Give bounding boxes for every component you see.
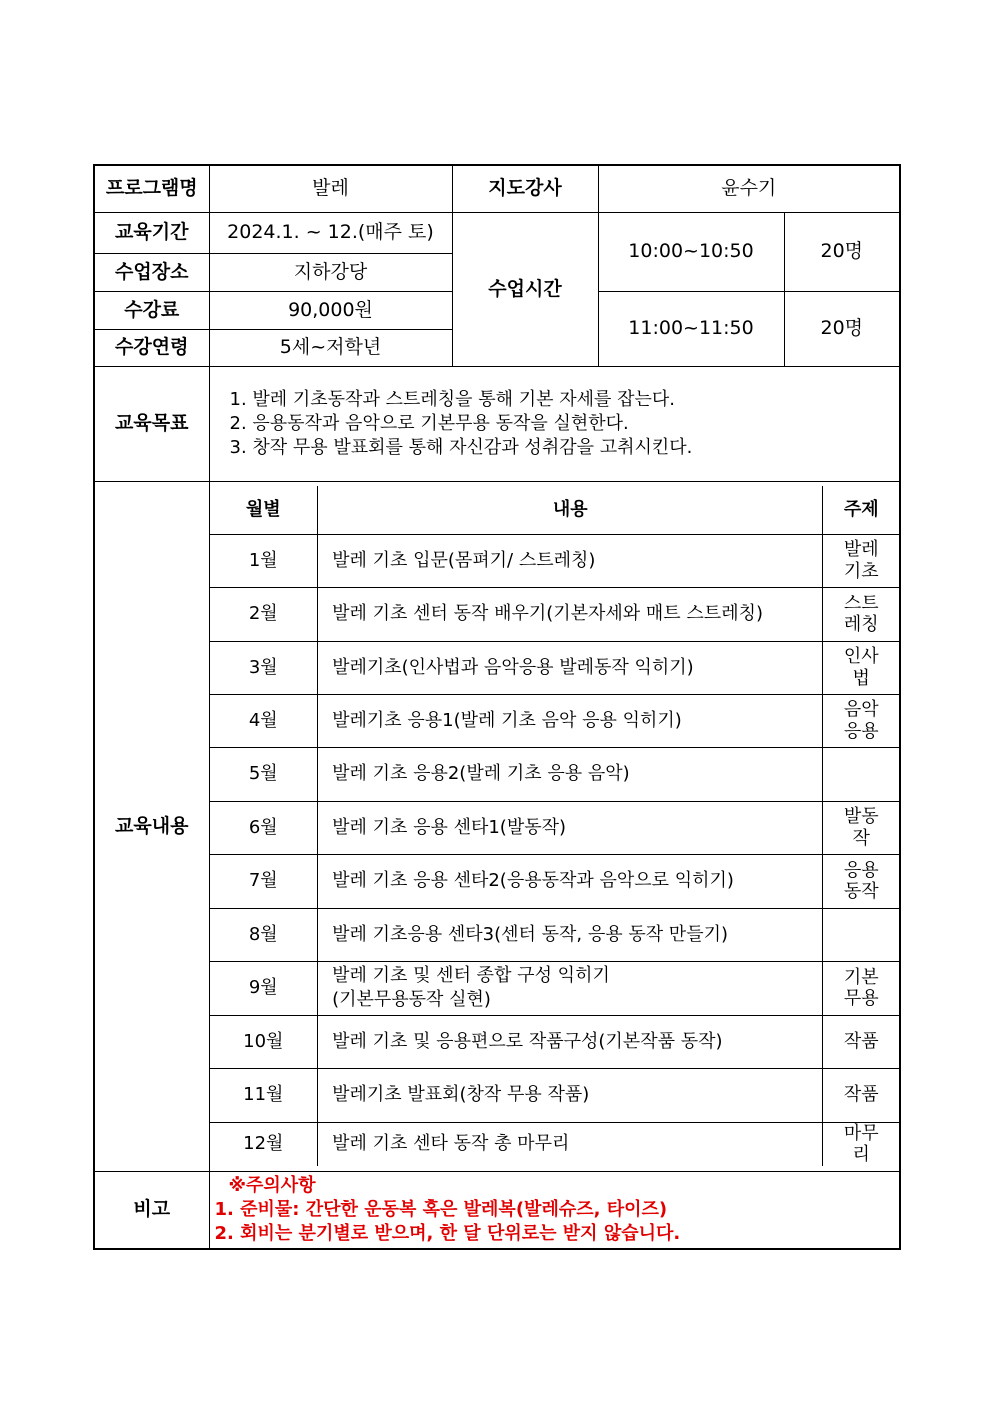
topic-line: 기초 [843,560,879,582]
content-cell: 발레기초 응용1(발레 기초 음악 응용 익히기) [318,694,823,747]
slot-2-time: 11:00~11:50 [598,291,784,366]
topic-cell [823,694,899,747]
remark-item: 1. 준비물: 간단한 운동복 혹은 발레복(발레슈즈, 타이즈) [214,1198,668,1220]
remarks-notes [209,1171,900,1249]
topic-line: 기본 [843,966,879,988]
month-cell: 2월 [210,587,318,641]
goal-item: 3. 창작 무용 발표회를 통해 자신감과 성취감을 고취시킨다. [229,436,693,458]
goals-list [209,366,900,481]
content-cell: 발레기초(인사법과 음악응용 발레동작 익히기) [318,641,823,694]
topic-line: 발동 [843,806,879,828]
class-time-label: 수업시간 [452,212,598,366]
topic-line: 스트 [843,592,879,614]
month-cell: 12월 [210,1122,318,1166]
slot-2-capacity: 20명 [784,291,900,366]
content-cell: 발레 기초 센터 동작 배우기(기본자세와 매트 스트레칭) [318,587,823,641]
age-value: 5세~저학년 [209,329,452,366]
fee-label: 수강료 [94,291,209,329]
program-name-value: 발레 [209,165,452,212]
topic-cell [823,587,899,641]
topic-line: 응용 [843,720,879,742]
content-cell: 발레 기초 응용 센타1(발동작) [318,801,823,854]
goal-item: 2. 응용동작과 음악으로 기본무용 동작을 실현한다. [229,412,629,434]
table-row [210,641,900,694]
topic-line: 마무 [843,1122,879,1144]
table-row [210,694,900,747]
content-cell: 발레 기초응용 센타3(센터 동작, 응용 동작 만들기) [318,908,823,961]
table-row [210,747,900,801]
topic-cell [823,801,899,854]
month-cell: 9월 [210,961,318,1015]
month-cell: 5월 [210,747,318,801]
location-value: 지하강당 [209,253,452,291]
location-label: 수업장소 [94,253,209,291]
topic-line: 법 [852,667,870,689]
month-header: 월별 [210,486,318,534]
topic-line: 레칭 [843,614,879,636]
month-cell: 4월 [210,694,318,747]
period-label: 교육기간 [94,212,209,253]
slot-1-time: 10:00~10:50 [598,212,784,291]
topic-cell [823,1122,899,1166]
month-cell: 11월 [210,1068,318,1122]
table-row [210,587,900,641]
remark-item: 2. 회비는 분기별로 받으며, 한 달 단위로는 받지 않습니다. [214,1222,681,1244]
content-cell: 발레 기초 응용2(발레 기초 응용 음악) [318,747,823,801]
table-row [210,961,900,1015]
month-cell: 1월 [210,534,318,587]
topic-line: 무용 [843,988,879,1010]
program-table [93,164,901,1250]
fee-value: 90,000원 [209,291,452,329]
table-row [210,1068,900,1122]
curriculum-cell [209,481,900,1171]
topic-line: 인사 [843,646,879,668]
table-row [210,1015,900,1068]
content-line: 발레 기초 및 센터 종합 구성 익히기 [332,965,610,987]
topic-cell [823,908,899,961]
remarks-title: ※주의사항 [228,1174,316,1196]
goal-item: 1. 발레 기초동작과 스트레칭을 통해 기본 자세를 잡는다. [229,388,675,410]
topic-cell [823,961,899,1015]
content-cell: 발레 기초 센타 동작 총 마무리 [318,1122,823,1166]
table-row [210,801,900,854]
table-row [210,1122,900,1166]
content-header: 내용 [318,486,823,534]
topic-cell [823,641,899,694]
curriculum-label: 교육내용 [94,481,209,1171]
program-name-label: 프로그램명 [94,165,209,212]
table-row [210,854,900,908]
content-cell: 발레기초 발표회(창작 무용 작품) [318,1068,823,1122]
topic-cell [823,534,899,587]
topic-line: 음악 [843,699,879,721]
content-cell: 발레 기초 및 응용편으로 작품구성(기본작품 동작) [318,1015,823,1068]
instructor-value: 윤수기 [598,165,900,212]
month-cell: 8월 [210,908,318,961]
topic-cell [823,747,899,801]
table-row [210,908,900,961]
topic-line: 응용 [843,859,879,881]
month-cell: 7월 [210,854,318,908]
month-cell: 10월 [210,1015,318,1068]
topic-cell: 작품 [823,1068,899,1122]
month-cell: 3월 [210,641,318,694]
topic-cell [823,854,899,908]
content-cell: 발레 기초 응용 센타2(응용동작과 음악으로 익히기) [318,854,823,908]
topic-cell: 작품 [823,1015,899,1068]
content-cell [318,961,823,1015]
table-row [210,534,900,587]
age-label: 수강연령 [94,329,209,366]
instructor-label: 지도강사 [452,165,598,212]
remarks-label: 비고 [94,1171,209,1249]
goals-label: 교육목표 [94,366,209,481]
topic-header: 주제 [823,486,899,534]
curriculum-table [210,486,900,1166]
topic-line: 발레 [843,539,879,561]
month-cell: 6월 [210,801,318,854]
topic-line: 작 [852,827,870,849]
content-line: (기본무용동작 실현) [332,989,491,1011]
content-cell: 발레 기초 입문(몸펴기/ 스트레칭) [318,534,823,587]
topic-line: 동작 [843,881,879,903]
period-value: 2024.1. ~ 12.(매주 토) [209,212,452,253]
slot-1-capacity: 20명 [784,212,900,291]
topic-line: 리 [852,1144,870,1166]
